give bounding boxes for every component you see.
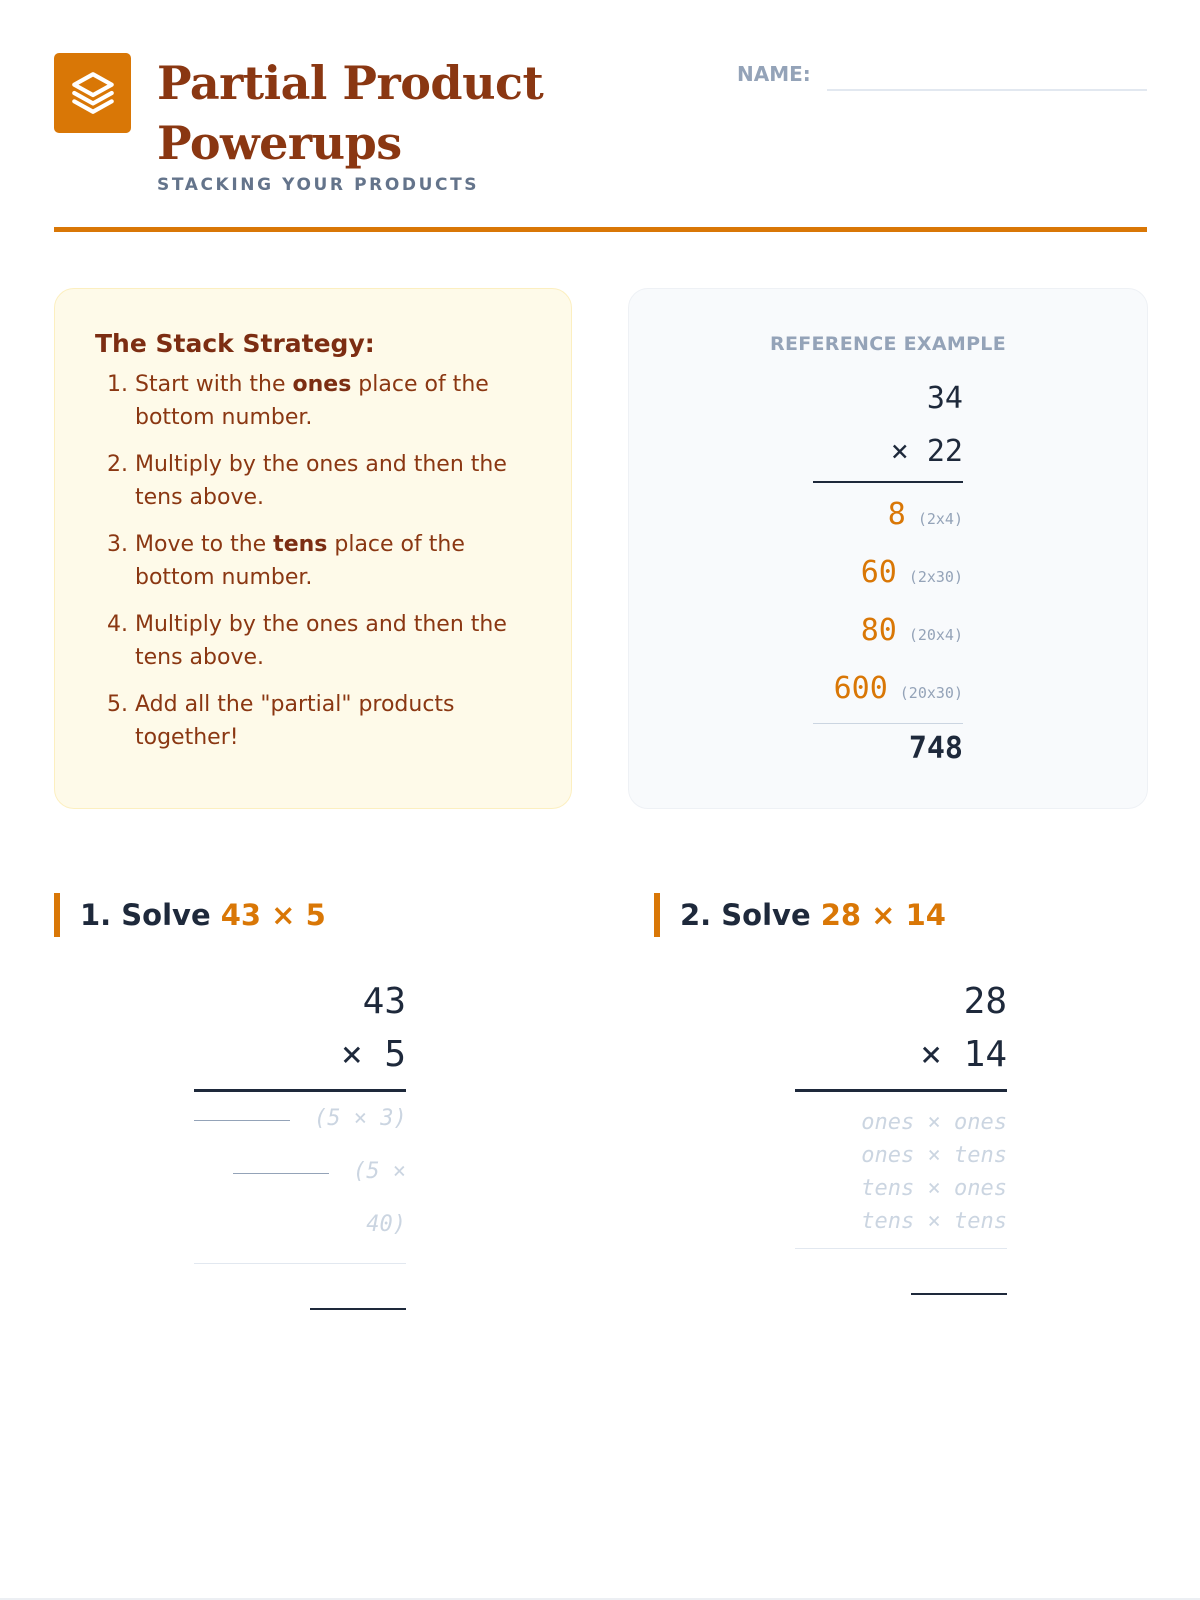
step-text: place of the bottom number. [135, 532, 465, 590]
problem-prefix: 1. Solve [80, 898, 221, 932]
partial-hint: tens × tens [861, 1209, 1007, 1234]
layers-icon [54, 53, 131, 133]
header-divider [54, 227, 1147, 232]
partial-hint: ones × ones [861, 1110, 1007, 1135]
strategy-step [135, 528, 541, 594]
partial-product: 80 [860, 613, 897, 648]
reference-top-number: 34 [926, 381, 963, 416]
problem-1-heading [54, 893, 326, 937]
partial-note: (20x4) [908, 626, 963, 644]
problem-2-bottom-number: × 14 [920, 1034, 1007, 1075]
hint-list [795, 1092, 1007, 1238]
page-subtitle: STACKING YOUR PRODUCTS [157, 175, 480, 195]
problem-2-workspace [795, 975, 1007, 1297]
partial-hint: (5 × [353, 1159, 406, 1184]
strategy-step [135, 368, 541, 434]
worksheet-header [54, 53, 1147, 233]
page-title [157, 53, 543, 173]
problem-expression: 43 × 5 [220, 898, 326, 932]
strategy-box [54, 288, 572, 809]
reference-label: REFERENCE EXAMPLE [770, 333, 1006, 355]
partial-product-row [813, 549, 963, 607]
partial-product: 8 [887, 497, 906, 532]
strategy-title: The Stack Strategy: [95, 329, 375, 358]
partial-hint: 40) [366, 1212, 406, 1237]
step-text: Start with the [135, 372, 293, 397]
partial-product: 60 [860, 555, 897, 590]
step-bold: ones [292, 372, 352, 397]
partial-hint: (5 × 3) [314, 1106, 407, 1131]
partial-note: (2x4) [917, 510, 963, 528]
reference-example-box [628, 288, 1148, 809]
name-field[interactable] [827, 89, 1147, 91]
partial-note: (2x30) [908, 568, 963, 586]
strategy-step [135, 688, 541, 754]
final-answer-blank[interactable] [310, 1308, 406, 1310]
final-answer-blank[interactable] [911, 1293, 1007, 1295]
reference-calculation [813, 375, 963, 774]
strategy-steps [95, 368, 541, 754]
step-text: Add all the "partial" products together! [135, 692, 455, 750]
final-answer-row [795, 1249, 1007, 1297]
partial-row [194, 1145, 406, 1198]
step-text: Multiply by the ones and then the tens above. [135, 612, 507, 670]
step-text: Move to the [135, 532, 274, 557]
problem-1-bottom-number: × 5 [340, 1034, 406, 1075]
step-bold: tens [273, 532, 328, 557]
reference-bottom-number: × 22 [890, 434, 963, 469]
partial-product-row [813, 665, 963, 723]
problem-expression: 28 × 14 [820, 898, 946, 932]
name-label: NAME: [737, 62, 811, 86]
partial-product-row [813, 607, 963, 665]
step-text: Multiply by the ones and then the tens above. [135, 452, 507, 510]
partial-answer-blank[interactable] [194, 1120, 290, 1121]
partial-note: (20x30) [899, 684, 963, 702]
problem-2-heading [654, 893, 946, 937]
strategy-step [135, 608, 541, 674]
step-text: place of the bottom number. [135, 372, 489, 430]
partial-hint: ones × tens [861, 1143, 1007, 1168]
reference-rule [813, 481, 963, 483]
partial-row [194, 1198, 406, 1251]
problem-1-top-number: 43 [362, 981, 406, 1022]
problem-2-top-number: 28 [963, 981, 1007, 1022]
problem-prefix: 2. Solve [680, 898, 821, 932]
strategy-step [135, 448, 541, 514]
partial-row [194, 1092, 406, 1145]
title-line-1: Partial Product [157, 56, 544, 110]
partial-answer-blank[interactable] [233, 1173, 329, 1174]
final-answer-row [194, 1264, 406, 1312]
problem-1-workspace [194, 975, 406, 1312]
title-line-2: Powerups [157, 116, 402, 170]
partial-hint: tens × ones [861, 1176, 1007, 1201]
partial-product-row [813, 491, 963, 549]
reference-total: 748 [908, 731, 963, 766]
partial-product: 600 [833, 671, 888, 706]
